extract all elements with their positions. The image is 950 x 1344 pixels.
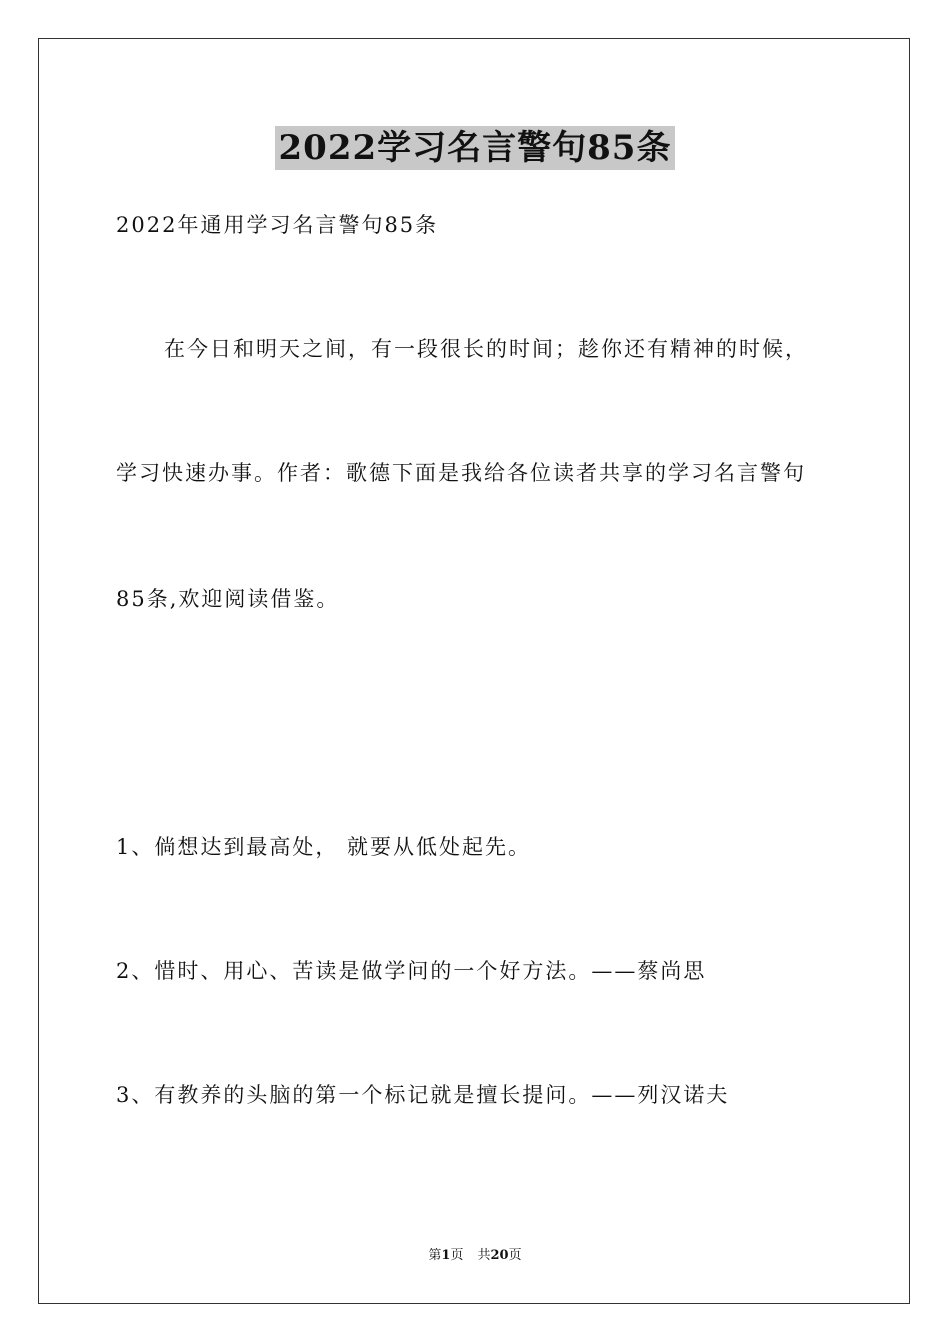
- page-footer: [0, 1247, 950, 1265]
- intro-line-3: 85条,欢迎阅读借鉴。: [116, 587, 340, 611]
- total-prefix: 共: [477, 1248, 491, 1263]
- intro-line-2: 学习快速办事。作者：歌德下面是我给各位读者共享的学习名言警句: [116, 461, 806, 485]
- total-suffix: 页: [508, 1248, 522, 1263]
- quote-item-2: 2、惜时、用心、苦读是做学问的一个好方法。——蔡尚思: [116, 959, 707, 983]
- page-prefix: 第: [428, 1248, 442, 1263]
- total-pages: 20: [490, 1248, 509, 1263]
- page-number: 1: [441, 1248, 451, 1263]
- page-suffix: 页: [450, 1248, 464, 1263]
- intro-line-1: 在今日和明天之间，有一段很长的时间；趁你还有精神的时候，: [164, 337, 808, 361]
- document-subtitle: 2022年通用学习名言警句85条: [116, 213, 439, 237]
- document-title: 2022学习名言警句85条: [275, 126, 676, 170]
- title-container: [0, 126, 950, 170]
- quote-item-3: 3、有教养的头脑的第一个标记就是擅长提问。——列汉诺夫: [116, 1083, 730, 1107]
- quote-item-1: 1、倘想达到最高处， 就要从低处起先。: [116, 835, 532, 859]
